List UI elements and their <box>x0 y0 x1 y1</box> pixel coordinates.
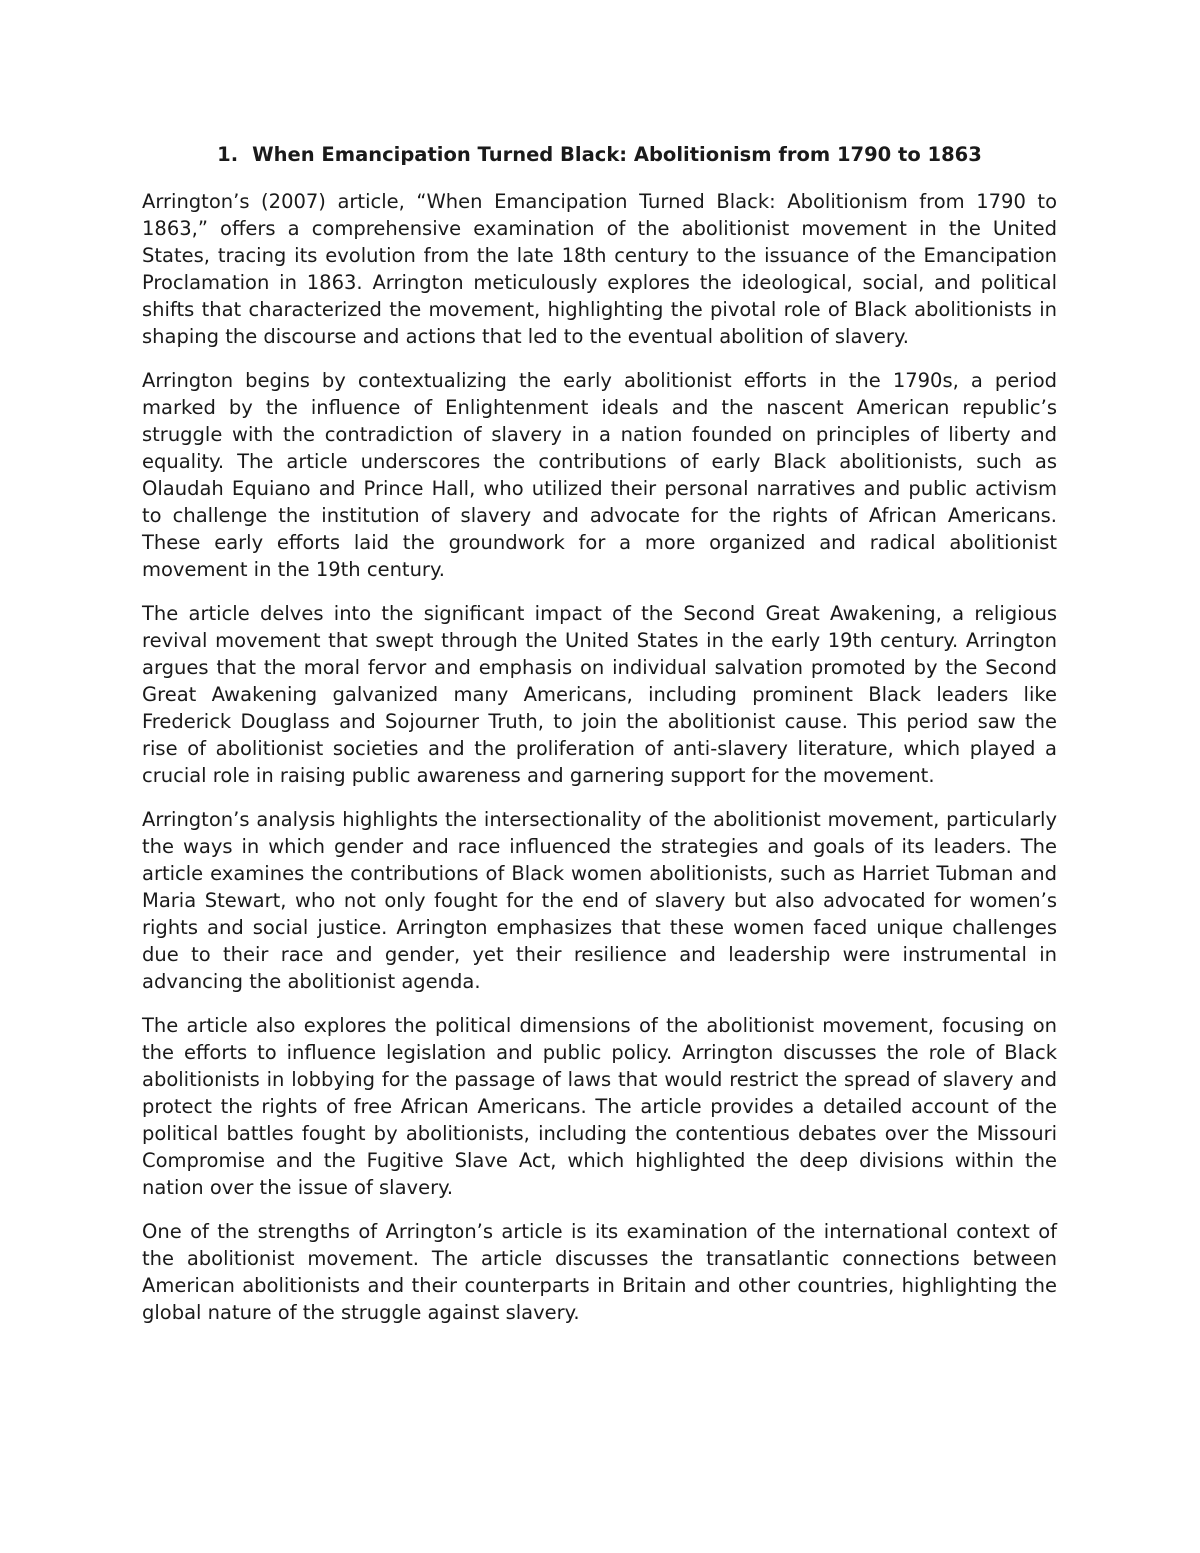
paragraph-early-efforts: Arrington begins by contextualizing the early abolitionist efforts in the 1790s, a period marked by the influence of Enlightenment ideals and the nascent American republic’s struggle with the contradiction of slavery in a nation founded on principles of liberty and equality. The article underscores the contributions of early Black abolitionists, such as Olaudah Equiano and Prince Hall, who utilized their personal narratives and public activism to challenge the institution of slavery and advocate for the rights of African Americans. These early efforts laid the groundwork for a more organized and radical abolitionist movement in the 19th century. <box>142 369 1057 581</box>
section-title: When Emancipation Turned Black: Abolitionism from 1790 to 1863 <box>252 143 982 166</box>
document-page <box>142 138 1057 1343</box>
section-heading <box>142 138 1057 171</box>
paragraph-international-context: One of the strengths of Arrington’s article is its examination of the international context of the abolitionist movement. The article discusses the transatlantic connections between American abolitionists and their counterparts in Britain and other countries, highlighting the global nature of the struggle against slavery. <box>142 1220 1057 1324</box>
paragraph-second-great-awakening: The article delves into the significant impact of the Second Great Awakening, a religious revival movement that swept through the United States in the early 19th century. Arrington argues that the moral fervor and emphasis on individual salvation promoted by the Second Great Awakening galvanized many Americans, including prominent Black leaders like Frederick Douglass and Sojourner Truth, to join the abolitionist cause. This period saw the rise of abolitionist societies and the proliferation of anti-slavery literature, which played a crucial role in raising public awareness and garnering support for the movement. <box>142 602 1057 787</box>
section-number: 1. <box>217 143 239 166</box>
paragraph-intersectionality: Arrington’s analysis highlights the intersectionality of the abolitionist movement, particularly the ways in which gender and race influenced the strategies and goals of its leaders. The article examines the contributions of Black women abolitionists, such as Harriet Tubman and Maria Stewart, who not only fought for the end of slavery but also advocated for women’s rights and social justice. Arrington emphasizes that these women faced unique challenges due to their race and gender, yet their resilience and leadership were instrumental in advancing the abolitionist agenda. <box>142 808 1057 993</box>
paragraph-political-dimensions: The article also explores the political dimensions of the abolitionist movement, focusing on the efforts to influence legislation and public policy. Arrington discusses the role of Black abolitionists in lobbying for the passage of laws that would restrict the spread of slavery and protect the rights of free African Americans. The article provides a detailed account of the political battles fought by abolitionists, including the contentious debates over the Missouri Compromise and the Fugitive Slave Act, which highlighted the deep divisions within the nation over the issue of slavery. <box>142 1014 1057 1199</box>
paragraph-intro: Arrington’s (2007) article, “When Emancipation Turned Black: Abolitionism from 1790 to 1863,” offers a comprehensive examination of the abolitionist movement in the United States, tracing its evolution from the late 18th century to the issuance of the Emancipation Proclamation in 1863. Arrington meticulously explores the ideological, social, and political shifts that characterized the movement, highlighting the pivotal role of Black abolitionists in shaping the discourse and actions that led to the eventual abolition of slavery. <box>142 190 1057 348</box>
